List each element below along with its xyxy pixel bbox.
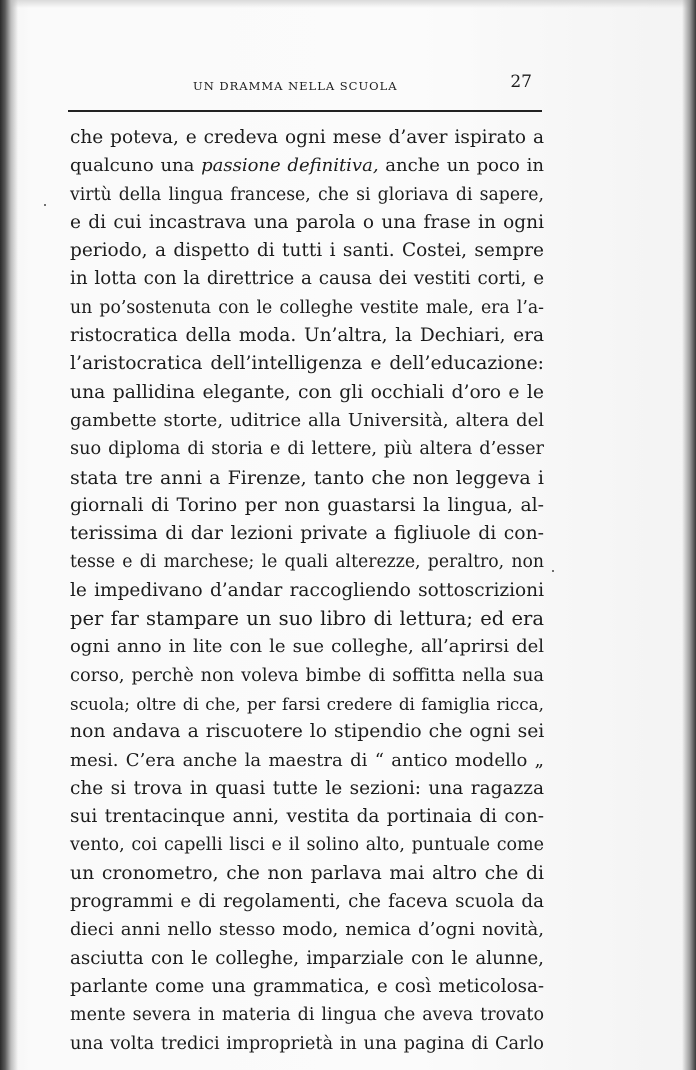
text-line: in lotta con la direttrice a causa dei vestiti corti, e <box>70 268 544 290</box>
text-line: corso, perchè non voleva bimbe di soffitta nella sua <box>70 665 544 686</box>
text-line: tesse e di marchese; le quali alterezze, peraltro, non <box>70 552 544 573</box>
text-line: che si trova in quasi tutte le sezioni: una ragazza <box>70 777 544 799</box>
text-line: suo diploma di storia e di lettere, più altera d’esser <box>70 439 544 460</box>
running-title: UN DRAMMA NELLA SCUOLA <box>193 79 398 93</box>
text-line: una pallidina elegante, con gli occhiali d’oro e le <box>70 381 544 403</box>
text-line: vento, coi capelli lisci e il solino alto, puntuale come <box>70 835 544 856</box>
page-right-edge-shadow <box>682 0 696 1070</box>
text-line: qualcuno una passione definitiva, anche un poco in <box>70 155 544 177</box>
text-line: stata tre anni a Firenze, tanto che non leggeva i <box>70 466 544 489</box>
text-line: e di cui incastrava una parola o una frase in ogni <box>70 211 544 233</box>
text-line: l’aristocratica dell’intelligenza e dell’educazione: <box>70 353 544 375</box>
page-header <box>76 70 536 100</box>
text-line: che poteva, e credeva ogni mese d’aver ispirato a <box>70 127 544 148</box>
text-line: gambette storte, uditrice alla Università, altera del <box>70 409 544 431</box>
text-line: periodo, a dispetto di tutti i santi. Costei, sempre <box>70 240 544 262</box>
text-line: una volta tredici improprietà in una pagina di Carlo <box>70 1033 544 1054</box>
emphasized-phrase: passione definitiva, <box>201 155 379 177</box>
text-line: non andava a riscuotere lo stipendio che ogni sei <box>70 721 545 743</box>
text-line: un cronometro, che non parlava mai altro che di <box>70 862 544 884</box>
page-top-edge-shadow <box>0 0 696 8</box>
text-line: giornali di Torino per non guastarsi la lingua, al- <box>70 494 544 516</box>
text-line: mente severa in materia di lingua che aveva trovato <box>70 1005 544 1026</box>
text-line: dieci anni nello stesso modo, nemica d’ogni novità, <box>70 919 544 941</box>
text-line: programmi e di regolamenti, che faceva scuola da <box>70 891 544 913</box>
text-line: sui trentacinque anni, vestita da portinaia di con- <box>70 806 544 828</box>
header-rule <box>68 110 542 112</box>
text-line: un po’sostenuta con le colleghe vestite male, era l’a- <box>70 297 544 318</box>
page-number: 27 <box>510 72 532 92</box>
text-line: terissima di dar lezioni private a figliuole di con- <box>70 523 544 545</box>
binding-shadow <box>0 0 18 1070</box>
text-line: mesi. C’era anche la maestra di “ antico modello „ <box>70 749 544 771</box>
body-text <box>70 124 544 1058</box>
print-speck <box>44 204 46 206</box>
text-line: le impedivano d’andar raccogliendo sottoscrizioni <box>70 579 544 601</box>
print-speck <box>552 570 554 572</box>
text-line: asciutta con le colleghe, imparziale con le alunne, <box>70 947 544 969</box>
text-line: scuola; oltre di che, per farsi credere di famiglia ricca, <box>70 693 544 714</box>
text-line: parlante come una grammatica, e così meticolosa- <box>70 975 544 997</box>
text-line: ogni anno in lite con le sue colleghe, all’aprirsi del <box>70 636 544 658</box>
text-line: per far stampare un suo libro di lettura; ed era <box>70 607 544 631</box>
text-line: virtù della lingua francese, che si gloriava di sapere, <box>70 184 544 205</box>
text-line: ristocratica della moda. Un’altra, la Dechiari, era <box>70 325 544 347</box>
